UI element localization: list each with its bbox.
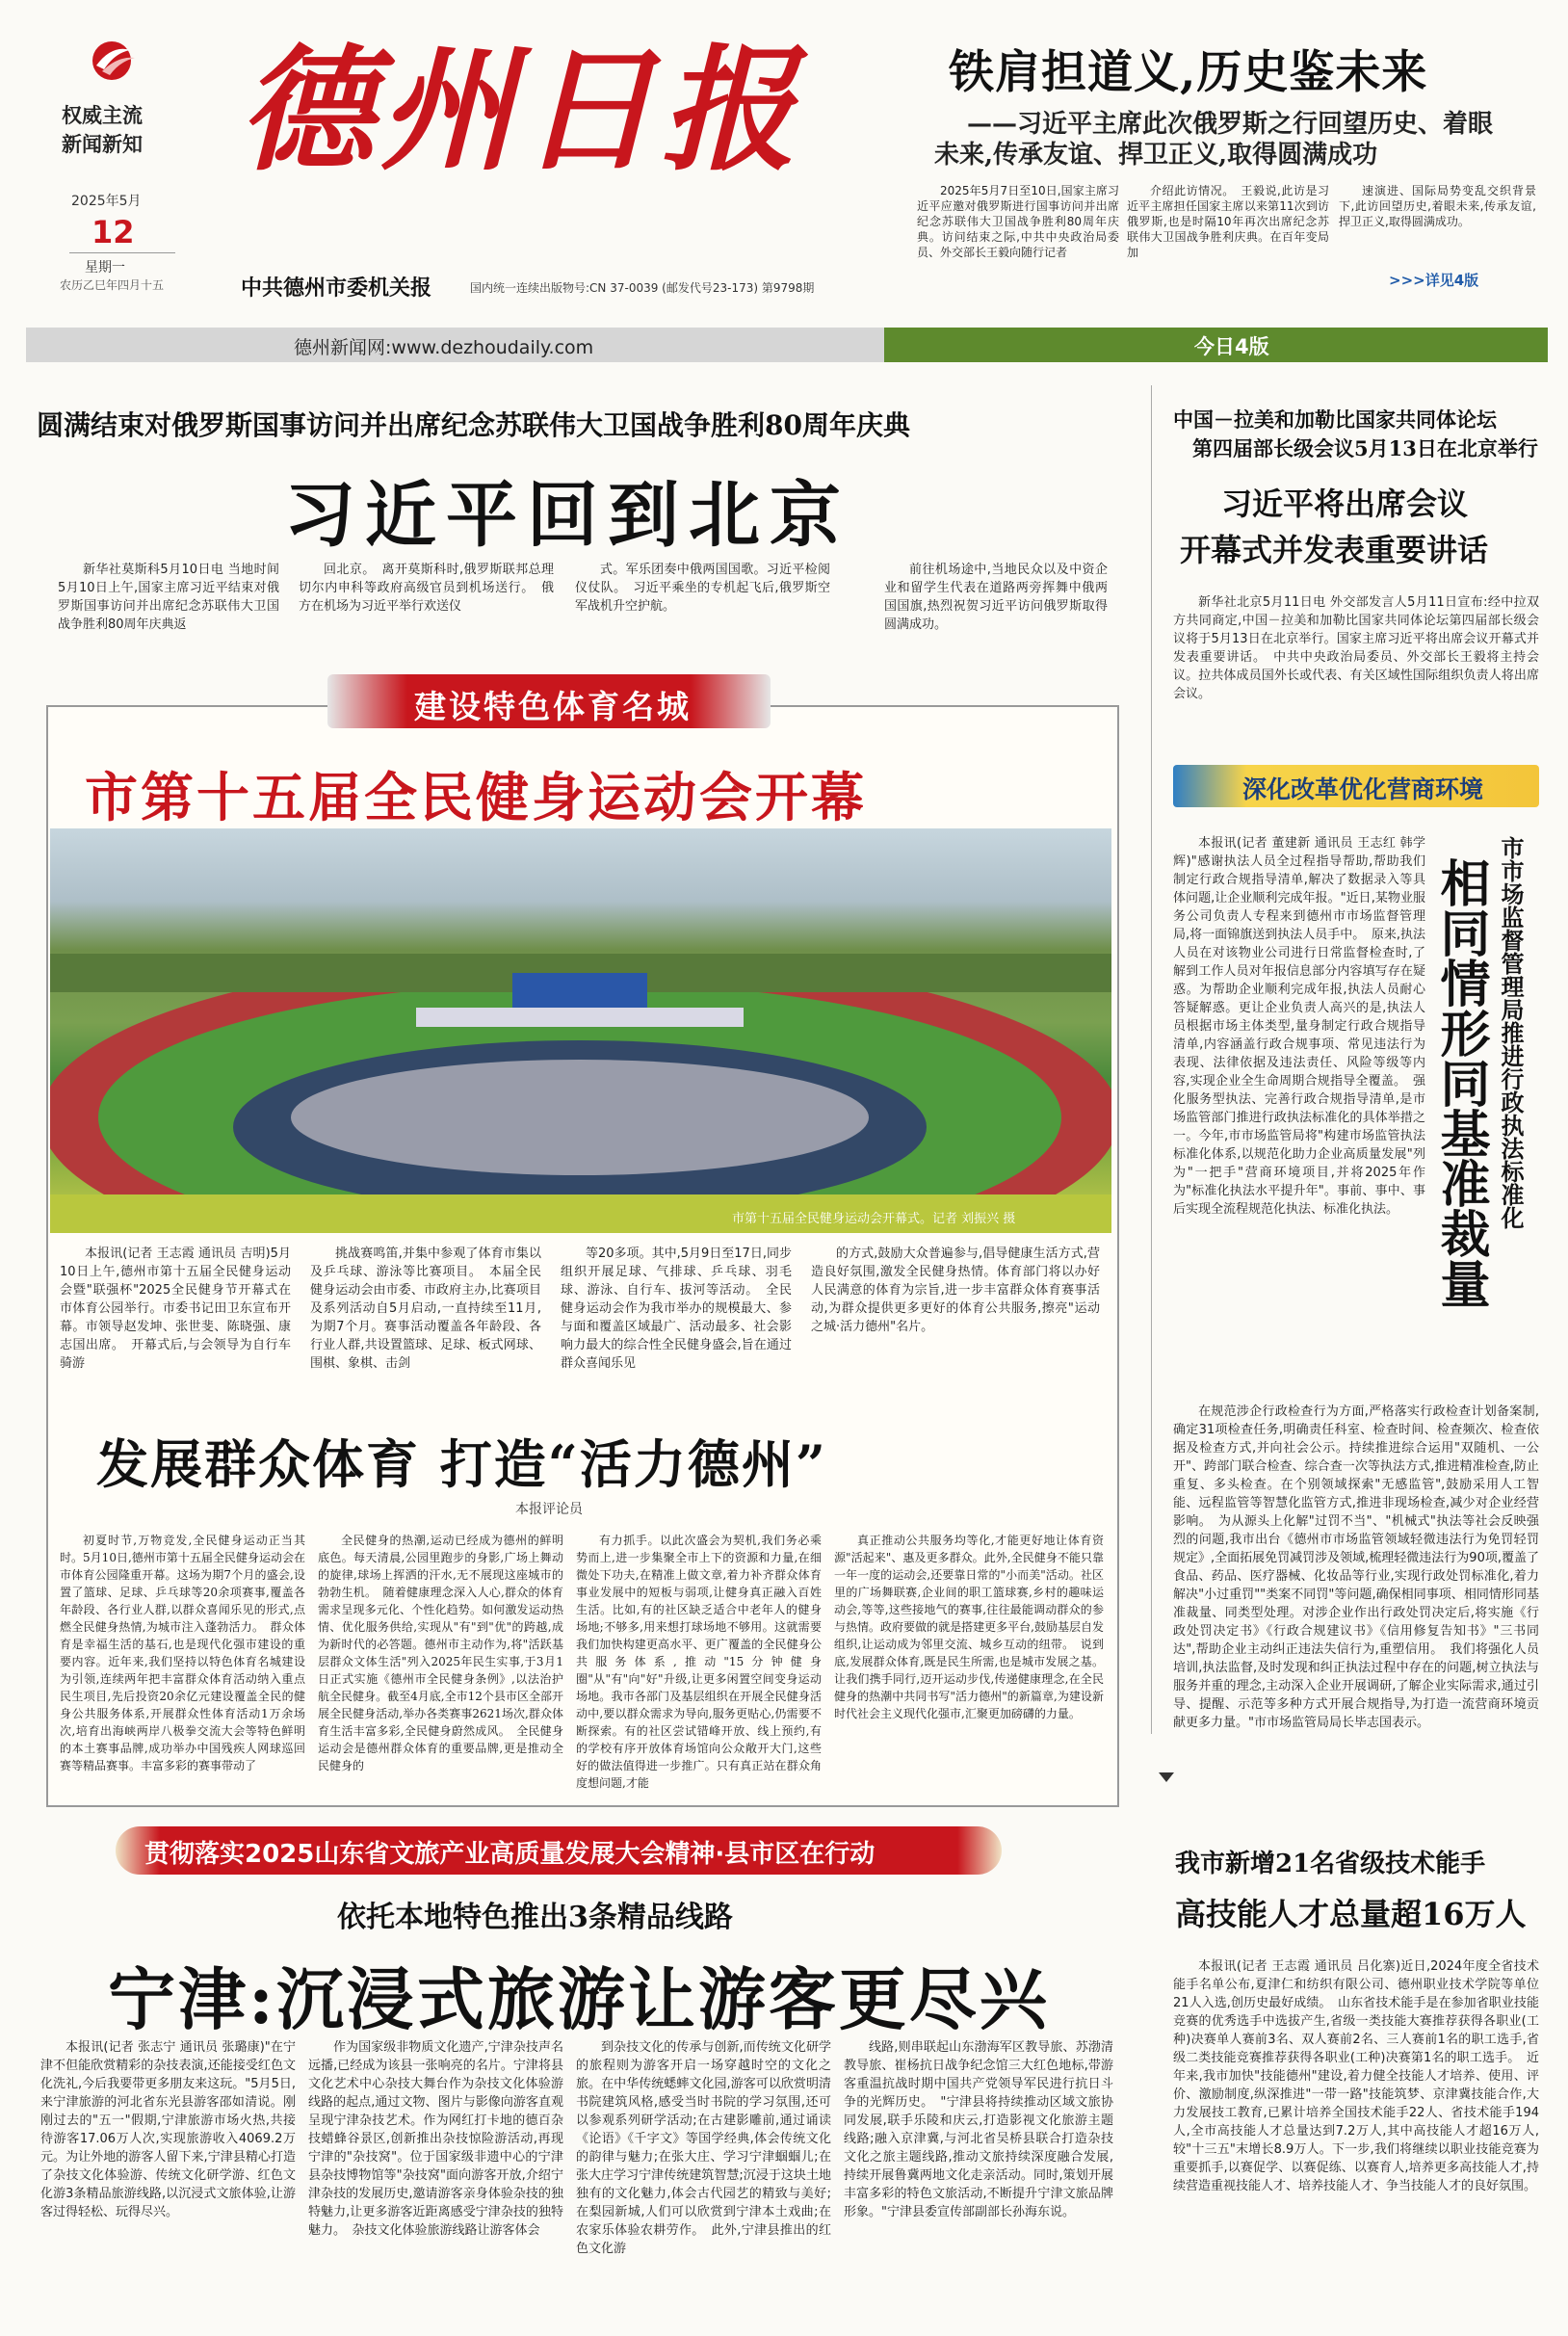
tourism-col-1: 本报讯(记者 张志宁 通讯员 张璐康)"在宁津不但能欣赏精彩的杂技表演,还能接受红色文化洗礼,今后我要带更多朋友来这玩。"5月5日,来宁津旅游的河北省东光县游客邵如清说。刚刚过去的"五一"假期,宁津旅游市场火热,共接待游客17.06万人次,实现旅游收入4069.2万元。为让外地的游客人留下来,宁津县精心打造了杂技文化体验游、传统文化研学游、红色文化游3条精品旅游线路,以沉浸式文旅体验,让游客过得轻松、玩得尽兴。	[40, 2040, 296, 2219]
lead-headline: 习近平回到北京	[284, 474, 850, 557]
sports-col-4: 的方式,鼓励大众普遍参与,倡导健康生活方式,营造良好氛围,激发全民健身热情。体育部门将以办好人民满意的体育为宗旨,进一步丰富群众体育赛事活动,为群众提供更多更好的体育公共服务,擦亮"运动之城·活力德州"名片。	[811, 1247, 1100, 1334]
edition-label: 今日4版	[1194, 335, 1269, 358]
org-name: 中共德州市委机关报	[241, 276, 432, 301]
sports-section-tag: 建设特色体育名城	[414, 688, 692, 725]
sports-col-3: 等20多项。其中,5月9日至17日,同步组织开展足球、气排球、乒乓球、羽毛球、游泳、自行车、拔河等活动。 全民健身运动会作为我市举办的规模最大、参与面和覆盖区域最广、活动最多、社会影响力最大的综合性全民健身盛会,旨在通过群众喜闻乐见	[561, 1247, 792, 1371]
lead-col-1: 新华社莫斯科5月10日电 当地时间5月10日上午,国家主席习近平结束对俄罗斯国事访问并出席纪念苏联伟大卫国战争胜利80周年庆典返	[58, 563, 279, 632]
regulation-section-tag: 深化改革优化营商环境	[1242, 775, 1484, 803]
tourism-col-3: 到杂技文化的传承与创新,而传统文化研学的旅程则为游客开启一场穿越时空的文化之旅。在中华传统蟋蟀文化园,游客可以欣赏明清书院建筑风格,感受当时书院的学习氛围,还可以参观系列研学活动;在古建影雕前,通过诵读《论语》《千字文》等国学经典,体会传统文化的韵律与魅力;在张大庄、学习宁津蝈蝈儿;在张大庄学习宁津传统建筑智慧;沉浸于这块土地独有的文化魅力,体会古代园艺的精致与美好;在梨园新城,人们可以欣赏到宁津本土戏曲;在农家乐体验农耕劳作。 此外,宁津县推出的红色文化游	[576, 2040, 831, 2256]
tourism-banner: 贯彻落实2025山东省文旅产业高质量发展大会精神·县市区在行动	[144, 1840, 875, 1869]
side-kicker-2: 第四届部长级会议5月13日在北京举行	[1192, 436, 1538, 460]
commentary-byline: 本报评论员	[515, 1502, 583, 1517]
regulation-body-2: 在规范涉企行政检查行为方面,严格落实行政检查计划备案制,确定31项检查任务,明确责任科室、检查时间、检查频次、检查依据及检查方式,并向社会公示。持续推进综合运用"双随机、一公开"、跨部门联合检查、综合查一次等执法方式,推进精准检查,防止重复、多头检查。在个别领域探索"无感监管",鼓励采用人工智能、远程监管等智慧化监管方式,推进非现场检查,减少对企业经营影响。 为从源头上化解"过罚不当"、"机械式"执法等社会反映强烈的问题,我市出台《德州市市场监管领域轻微违法行为免罚轻罚规定》,全面拓展免罚减罚涉及领域,梳理轻微违法行为90项,覆盖了食品、药品、医疗器械、化妆品等行业,实现行政处罚标准化,着力解决"小过重罚""类案不同罚"等问题,确保相同事项、相同情形同基准裁量、同类型处理。对涉企业作出行政处罚决定后,将实施《行政处罚决定书》《行政合规建议书》《信用修复告知书》"三书同达",帮助企业主动纠正违法失信行为,重塑信用。 我们将强化人员培训,执法监督,及时发现和纠正执法过程中存在的问题,树立执法与服务并重的理念,主动深入企业开展调研,了解企业实际需求,通过引导、提醒、示范等多种方式开展合规指导,为打造一流营商环境贡献更多力量。"市市场监管局局长毕志国表示。	[1173, 1404, 1539, 1730]
newspaper-title: 德州日报	[239, 32, 802, 190]
issn-line: 国内统一连续出版物号:CN 37-0039 (邮发代号23-173) 第9798期	[470, 281, 815, 295]
tourism-col-2: 作为国家级非物质文化遗产,宁津杂技声名远播,已经成为该县一张响亮的名片。宁津将县文化艺术中心杂技大舞台作为杂技文化体验游线路的起点,通过文物、图片与影像向游客直观呈现宁津杂技艺术。作为网红打卡地的德百杂技蜡蜂谷景区,创新推出杂技惊险游活动,再现宁津的"杂技窝"。位于国家级非遗中心的宁津县杂技博物馆等"杂技窝"面向游客开放,介绍宁津杂技的发展历史,邀请游客亲身体验杂技的独特魅力,让更多游客近距离感受宁津杂技的独特魅力。 杂技文化体验旅游线路让游客体会	[308, 2040, 563, 2238]
side-kicker-1: 中国－拉美和加勒比国家共同体论坛	[1173, 407, 1497, 432]
top-story-col-1: 2025年5月7日至10日,国家主席习近平应邀对俄罗斯进行国事访问并出席纪念苏联伟大卫国战争胜利80周年庆典。访问结束之际,中共中央政治局委员、外交部长王毅向随行记者	[917, 184, 1119, 259]
commentary-headline: 发展群众体育 打造“活力德州”	[96, 1433, 827, 1495]
skills-body: 本报讯(记者 王志霞 通讯员 吕化寨)近日,2024年度全省技术能手名单公布,夏津仁和纺织有限公司、德州职业技术学院等单位21人入选,创历史最好成绩。 山东省技术能手是在参加省职业技能竞赛的优秀选手中选拔产生,省级一类技能大赛推荐获得各职业(工种)决赛单人赛前3名、双人赛前2名、三人赛前1名的职工选手,省级二类技能竞赛推荐获得各职业(工种)决赛第1名的职工选手。 近年来,我市加快"技能德州"建设,着力健全技能人才培养、使用、评价、激励制度,纵深推进"一带一路"技能筑梦、京津冀技能合作,大力发展技工教育,已累计培养全国技术能手22人、省技术能手194人,全市高技能人才总量达到7.2万人,其中高技能人才超16万人,较"十三五"末增长8.9万人。下一步,我们将继续以职业技能竞赛为重要抓手,以赛促学、以赛促练、以赛育人,培养更多高技能人才,持续营造重视技能人才、培养技能人才、争当技能人才的良好氛围。	[1173, 1959, 1539, 2193]
top-story-more-link[interactable]: >>>详见4版	[1389, 272, 1479, 289]
lead-kicker: 圆满结束对俄罗斯国事访问并出席纪念苏联伟大卫国战争胜利80周年庆典	[37, 409, 910, 441]
top-story-col-2: 介绍此访情况。 王毅说,此访是习近平主席担任国家主席以来第11次到访俄罗斯,也是时隔10年再次出席纪念苏联伟大卫国战争胜利庆典。在百年变局加	[1127, 184, 1329, 259]
lead-col-4: 前往机场途中,当地民众以及中资企业和留学生代表在道路两旁挥舞中俄两国国旗,热烈祝贺习近平访问俄罗斯取得圆满成功。	[884, 563, 1108, 632]
tourism-headline: 宁津:沉浸式旅游让游客更尽兴	[108, 1959, 1050, 2039]
commentary-col-3: 有力抓手。以此次盛会为契机,我们务必乘势而上,进一步集聚全市上下的资源和力量,在细微处下功夫,在精准上做文章,着力补齐群众体育事业发展中的短板与弱项,让健身真正融入百姓生活。比如,有的社区缺乏适合中老年人的健身场地;不够多,用来想打球场地不够用。这就需要我们加快构建更高水平、更广覆盖的全民健身公共服务体系,推动"15分钟健身圈"从"有"向"好"升级,让更多闲置空间变身运动场地。我市各部门及基层组织在开展全民健身活动中,要以群众需求为导向,服务更贴心,仍需要不断探索。有的社区尝试错峰开放、线上预约,有的学校有序开放体育场馆向公众敞开大门,这些好的做法值得进一步推广。只有真正站在群众角度想问题,才能	[576, 1534, 822, 1790]
regulation-kicker: 市市场监督管理局推进行政执法标准化	[1497, 836, 1525, 1229]
slogan-line-2: 新闻新知	[62, 133, 143, 156]
sports-headline: 市第十五届全民健身运动会开幕	[85, 767, 868, 828]
date-day: 12	[91, 214, 135, 250]
date-weekday: 星期一	[85, 260, 125, 276]
sports-col-2: 挑战赛鸣笛,并集中参观了体育市集以及乒乓球、游泳等比赛项目。 本届全民健身运动会由市委、市政府主办,比赛项目及系列活动自5月启动,一直持续至11月,为期7个月。赛事活动覆盖各年龄段、各行业人群,共设置篮球、足球、板式网球、围棋、象棋、击剑	[310, 1247, 541, 1371]
top-story-col-3: 速演进、国际局势变乱交织背景下,此访回望历史,着眼未来,传承友谊,捍卫正义,取得圆满成功。	[1339, 184, 1536, 228]
regulation-headline: 相同情形同基准裁量	[1431, 857, 1490, 1308]
tourism-col-4: 线路,则串联起山东渤海军区教导旅、苏渤清教导旅、崔杨抗日战争纪念馆三大红色地标,带游客重温抗战时期中国共产党领导军民进行抗日斗争的光辉历史。 "宁津县将持续推动区域文旅协同发展,联手乐陵和庆云,打造影视文化旅游主题线路;融入京津冀,与河北省吴桥县联合打造杂技文化之旅主题线路,推动文旅持续深度融合发展,持续开展鲁冀两地文化走亲活动。同时,策划开展丰富多彩的特色文旅活动,不断提升宁津文旅品牌形象。"宁津县委宣传部副部长孙海东说。	[844, 2040, 1113, 2219]
side-story-body: 新华社北京5月11日电 外交部发言人5月11日宣布:经中拉双方共同商定,中国－拉美和加勒比国家共同体论坛第四届部长级会议将于5月13日在北京举行。国家主席习近平将出席会议开幕式并发表重要讲话。 中共中央政治局委员、外交部长王毅将主持会议。拉共体成员国外长或代表、有关区域性国际组织负责人将出席会议。	[1173, 595, 1539, 701]
regulation-end-mark	[1159, 1772, 1174, 1782]
side-headline-1: 习近平将出席会议	[1221, 486, 1469, 522]
regulation-body-1: 本报讯(记者 董建新 通讯员 王志红 韩学辉)"感谢执法人员全过程指导帮助,帮助我们制定行政合规指导清单,解决了数据录入等具体问题,让企业顺利完成年报。"近日,某物业服务公司负责人专程来到德州市市场监督管理局,将一面锦旗送到执法人员手中。 原来,执法人员在对该物业公司进行日常监督检查时,了解到工作人员对年报信息部分内容填写存在疑惑。为帮助企业顺利完成年报,执法人员耐心答疑解惑。更让企业负责人高兴的是,执法人员根据市场主体类型,量身制定行政合规指导清单,内容涵盖行政合规事项、常见违法行为表现、法律依据及违法责任、风险等级等内容,实现企业全生命周期合规指导全覆盖。 强化服务型执法、完善行政合规指导清单,是市场监管部门推进行政执法标准化的具体举措之一。今年,市市场监管局将"构建市场监管执法标准化体系,以规范化助力企业高质量发展"列为"一把手"营商环境项目,并将2025年作为"标准化执法水平提升年"。事前、事中、事后实现全流程规范化执法、标准化执法。	[1173, 836, 1425, 1217]
slogan-line-1: 权威主流	[62, 104, 143, 127]
sports-photo-caption: 市第十五届全民健身运动会开幕式。记者 刘振兴 摄	[732, 1212, 1016, 1226]
lead-col-2: 回北京。 离开莫斯科时,俄罗斯联邦总理切尔内申科等政府高级官员到机场送行。 俄方在机场为习近平举行欢送仪	[299, 563, 554, 614]
website-url[interactable]: 德州新闻网:www.dezhoudaily.com	[294, 337, 594, 358]
skills-kicker: 我市新增21名省级技术能手	[1175, 1850, 1486, 1878]
date-year-month: 2025年5月	[71, 194, 142, 209]
sports-opening-photo	[50, 828, 1111, 1233]
top-story-subhead-2: 未来,传承友谊、捍卫正义,取得圆满成功	[934, 141, 1378, 170]
tourism-kicker: 依托本地特色推出3条精品线路	[337, 1901, 733, 1934]
sports-col-1: 本报讯(记者 王志霞 通讯员 吉明)5月10日上午,德州市第十五届全民健身运动会暨"联强杯"2025全民健身节开幕式在市体育公园举行。市委书记田卫东宣布开幕。市领导赵发坤、张世斐、陈晓强、康志国出席。 开幕式后,与会领导为自行车骑游	[60, 1247, 291, 1371]
commentary-col-2: 全民健身的热潮,运动已经成为德州的鲜明底色。每天清晨,公园里跑步的身影,广场上舞动的旋律,球场上挥洒的汗水,无不展现这座城市的勃勃生机。 随着健康理念深入人心,群众的体育需求呈现多元化、个性化趋势。如何激发运动热情、优化服务供给,实现从"有"到"优"的跨越,成为新时代的必答题。德州市主动作为,将"活跃基层群众文体生活"列入2025年民生实事,于3月1日正式实施《德州市全民健身条例》,以法治护航全民健身。截至4月底,全市12个县市区全部开展全民健身活动,举办各类赛事2621场次,群众体育生活丰富多彩,全民健身蔚然成风。 全民健身运动会是德州群众体育的重要品牌,更是推动全民健身的	[318, 1534, 563, 1772]
top-story-subhead-1: ——习近平主席此次俄罗斯之行回望历史、着眼	[967, 110, 1494, 139]
newspaper-logo-icon	[83, 37, 141, 85]
lead-col-3: 式。军乐团奏中俄两国国歌。习近平检阅仪仗队。 习近平乘坐的专机起飞后,俄罗斯空军战机升空护航。	[575, 563, 830, 614]
date-lunar: 农历乙巳年四月十五	[60, 278, 165, 292]
top-story-headline: 铁肩担道义,历史鉴未来	[949, 46, 1428, 99]
stadium-graphic	[50, 828, 1111, 1233]
skills-headline: 高技能人才总量超16万人	[1175, 1896, 1527, 1932]
side-headline-2: 开幕式并发表重要讲话	[1180, 532, 1489, 568]
commentary-col-4: 真正推动公共服务均等化,才能更好地让体育资源"活起来"、惠及更多群众。此外,全民健身不能只靠一年一度的运动会,还要靠日常的"小而美"活动。社区里的广场舞联赛,企业间的职工篮球赛,乡村的趣味运动会,等等,这些接地气的赛事,往往最能调动群众的参与热情。政府要做的就是搭建更多平台,鼓励基层自发组织,让运动成为邻里交流、城乡互动的纽带。 说到底,发展群众体育,既是民生所需,也是城市发展之基。让我们携手同行,迈开运动步伐,传递健康理念,在全民健身的热潮中共同书写"活力德州"的新篇章,为建设新时代社会主义现代化强市,汇聚更加磅礴的力量。	[834, 1534, 1104, 1720]
commentary-col-1: 初夏时节,万物竞发,全民健身运动正当其时。5月10日,德州市第十五届全民健身运动会在市体育公园隆重开幕。这场为期7个月的盛会,设置了篮球、足球、乒乓球等20余项赛事,覆盖各年龄段、各行业人群,以群众喜闻乐见的形式,点燃全民健身热情,为城市注入蓬勃活力。 群众体育是幸福生活的基石,也是现代化强市建设的重要内容。近年来,我们坚持以特色体育名城建设为引领,连续两年把丰富群众体育活动纳入重点民生项目,先后投资20余亿元建设覆盖全民的健身公共服务体系,开展群众性体育活动1万余场次,培育出海峡两岸八极拳交流大会等特色鲜明的本土赛事品牌,成功举办中国残疾人网球巡回赛等精品赛事。丰富多彩的赛事带动了	[60, 1534, 305, 1772]
